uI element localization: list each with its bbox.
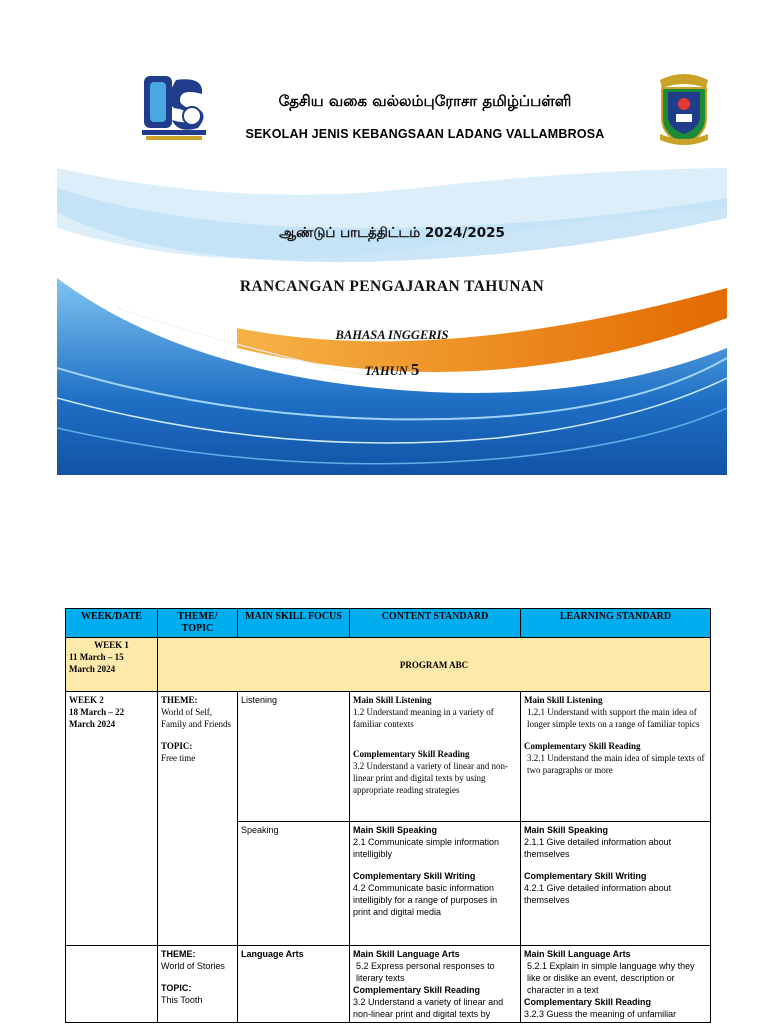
ls-comp-text: 4.2.1 Give detailed information about themselves bbox=[524, 883, 672, 905]
ls-comp-label: Complementary Skill Writing bbox=[524, 871, 647, 881]
skill-language-arts: Language Arts bbox=[238, 946, 350, 1023]
year-level-number: 5 bbox=[410, 360, 420, 379]
topic-label: TOPIC: bbox=[161, 741, 193, 751]
cs-main-text: 2.1 Communicate simple information intelligibly bbox=[353, 837, 500, 859]
skill-speaking: Speaking bbox=[238, 822, 350, 946]
ls-comp-text: 3.2.1 Understand the main idea of simple texts of two paragraphs or more bbox=[527, 753, 705, 775]
theme-text: World of Self, Family and Friends bbox=[161, 707, 231, 729]
learning-standard-speaking bbox=[521, 822, 711, 946]
cs-main-label: Main Skill Language Arts bbox=[353, 949, 460, 959]
program-abc-cell: PROGRAM ABC bbox=[158, 638, 711, 692]
table-row-week2-listening bbox=[66, 692, 711, 822]
header-theme-topic: THEME/ TOPIC bbox=[158, 609, 238, 638]
week2-date-cell bbox=[66, 692, 158, 946]
table-header-row bbox=[66, 609, 711, 638]
ls-comp-text: 3.2.3 Guess the meaning of unfamiliar bbox=[524, 1009, 677, 1019]
cs-comp-label: Complementary Skill Reading bbox=[353, 749, 470, 759]
cs-comp-text: 3.2 Understand a variety of linear and non-linear print and digital texts by using appropriate reading strategies bbox=[353, 761, 508, 795]
document-title: RANCANGAN PENGAJARAN TAHUNAN bbox=[239, 278, 545, 295]
learning-standard-listening bbox=[521, 692, 711, 822]
ls-main-label: Main Skill Language Arts bbox=[524, 949, 631, 959]
year-level bbox=[57, 360, 727, 380]
header-learning-standard: LEARNING STANDARD bbox=[521, 609, 711, 638]
lesson-plan-table bbox=[65, 608, 711, 1023]
theme-text: World of Stories bbox=[161, 961, 225, 971]
ls-main-text: 2.1.1 Give detailed information about themselves bbox=[524, 837, 672, 859]
cs-comp-text: 4.2 Communicate basic information intelligibly for a range of purposes in print and digital media bbox=[353, 883, 498, 917]
topic-text: Free time bbox=[161, 753, 196, 763]
cs-main-label: Main Skill Speaking bbox=[353, 825, 438, 835]
cs-main-text: 5.2 Express personal responses to literary texts bbox=[356, 961, 495, 983]
header-main-skill: MAIN SKILL FOCUS bbox=[238, 609, 350, 638]
week1-date-line2: March 2024 bbox=[69, 664, 116, 674]
ls-main-text: 1.2.1 Understand with support the main idea of longer simple texts on a range of familiar topics bbox=[527, 707, 700, 729]
table-row-stories bbox=[66, 946, 711, 1023]
stories-theme-cell bbox=[158, 946, 238, 1023]
week1-date-cell bbox=[66, 638, 158, 692]
header-content-standard: CONTENT STANDARD bbox=[350, 609, 521, 638]
school-crest bbox=[654, 70, 714, 148]
topic-label: TOPIC: bbox=[161, 983, 192, 993]
skill-listening: Listening bbox=[238, 692, 350, 822]
theme-label: THEME: bbox=[161, 695, 198, 705]
header-week-date: WEEK/DATE bbox=[66, 609, 158, 638]
year-tamil: ஆண்டுப் பாடத்திட்டம் 2024/2025 bbox=[279, 225, 505, 241]
content-standard-listening bbox=[350, 692, 521, 822]
content-standard-speaking bbox=[350, 822, 521, 946]
topic-text: This Tooth bbox=[161, 995, 203, 1005]
cs-main-label: Main Skill Listening bbox=[353, 695, 432, 705]
learning-standard-language-arts bbox=[521, 946, 711, 1023]
table-row-week1 bbox=[66, 638, 711, 692]
theme-label: THEME: bbox=[161, 949, 196, 959]
cs-comp-label: Complementary Skill Reading bbox=[353, 985, 481, 995]
week2-theme-cell bbox=[158, 692, 238, 946]
ls-main-text: 5.2.1 Explain in simple language why they like or dislike an event, description or character in a text bbox=[527, 961, 695, 995]
ls-main-label: Main Skill Speaking bbox=[524, 825, 609, 835]
week2-date-line2: March 2024 bbox=[69, 719, 116, 729]
school-name-malay: SEKOLAH JENIS KEBANGSAAN LADANG VALLAMBROSA bbox=[245, 127, 605, 141]
cs-comp-text: 3.2 Understand a variety of linear and non-linear print and digital texts by bbox=[353, 997, 504, 1019]
year-level-label: TAHUN bbox=[364, 364, 408, 378]
week1-label: WEEK 1 bbox=[94, 640, 129, 650]
stories-date-cell bbox=[66, 946, 158, 1023]
ls-comp-label: Complementary Skill Reading bbox=[524, 741, 641, 751]
subject: BAHASA INGGERIS bbox=[335, 328, 449, 342]
content-standard-language-arts bbox=[350, 946, 521, 1023]
week2-date-line1: 18 March – 22 bbox=[69, 707, 125, 717]
school-name-tamil: தேசிய வகை வல்லம்புரோசா தமிழ்ப்பள்ளி bbox=[278, 92, 572, 110]
ls-main-label: Main Skill Listening bbox=[524, 695, 603, 705]
week1-date-line1: 11 March – 15 bbox=[69, 652, 124, 662]
ls-comp-label: Complementary Skill Reading bbox=[524, 997, 652, 1007]
ts25-logo bbox=[140, 72, 208, 142]
cs-main-text: 1.2 Understand meaning in a variety of familiar contexts bbox=[353, 707, 494, 729]
cover-banner bbox=[57, 168, 727, 475]
cs-comp-label: Complementary Skill Writing bbox=[353, 871, 476, 881]
week2-label: WEEK 2 bbox=[69, 695, 104, 705]
